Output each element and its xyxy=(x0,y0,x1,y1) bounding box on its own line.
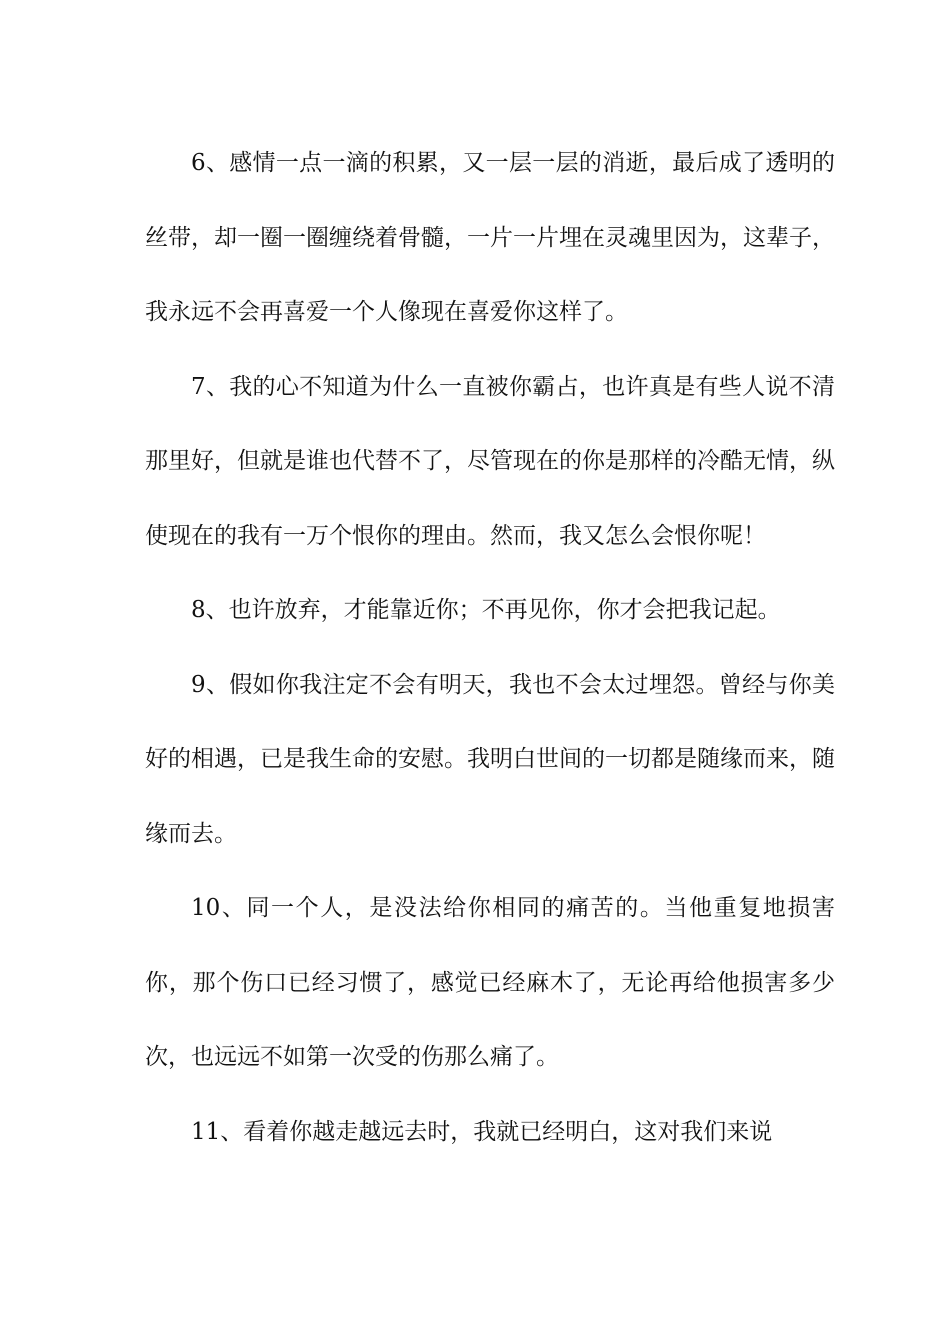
paragraph-8: 8、也许放弃，才能靠近你；不再见你，你才会把我记起。 xyxy=(191,597,781,623)
paragraph-10: 10、同一个人，是没法给你相同的痛苦的。当他重复地损害你，那个伤口已经习惯了，感觉已经麻木了，无论再给他损害多少次，也远远不如第一次受的伤那么痛了。 xyxy=(145,895,835,1070)
paragraph-6: 6、感情一点一滴的积累，又一层一层的消逝，最后成了透明的丝带，却一圈一圈缠绕着骨髓，一片一片埋在灵魂里因为，这辈子，我永远不会再喜爱一个人像现在喜爱你这样了。 xyxy=(145,150,835,325)
document-body xyxy=(145,126,835,1169)
paragraph-11: 11、看着你越走越远去时，我就已经明白，这对我们来说 xyxy=(191,1118,773,1145)
paragraph-9: 9、假如你我注定不会有明天，我也不会太过埋怨。曾经与你美好的相遇，已是我生命的安慰。我明白世间的一切都是随缘而来，随缘而去。 xyxy=(145,671,835,847)
paragraph-7: 7、我的心不知道为什么一直被你霸占，也许真是有些人说不清那里好，但就是谁也代替不了，尽管现在的你是那样的冷酷无情，纵使现在的我有一万个恨你的理由。然而，我又怎么会恨你呢！ xyxy=(145,373,835,549)
